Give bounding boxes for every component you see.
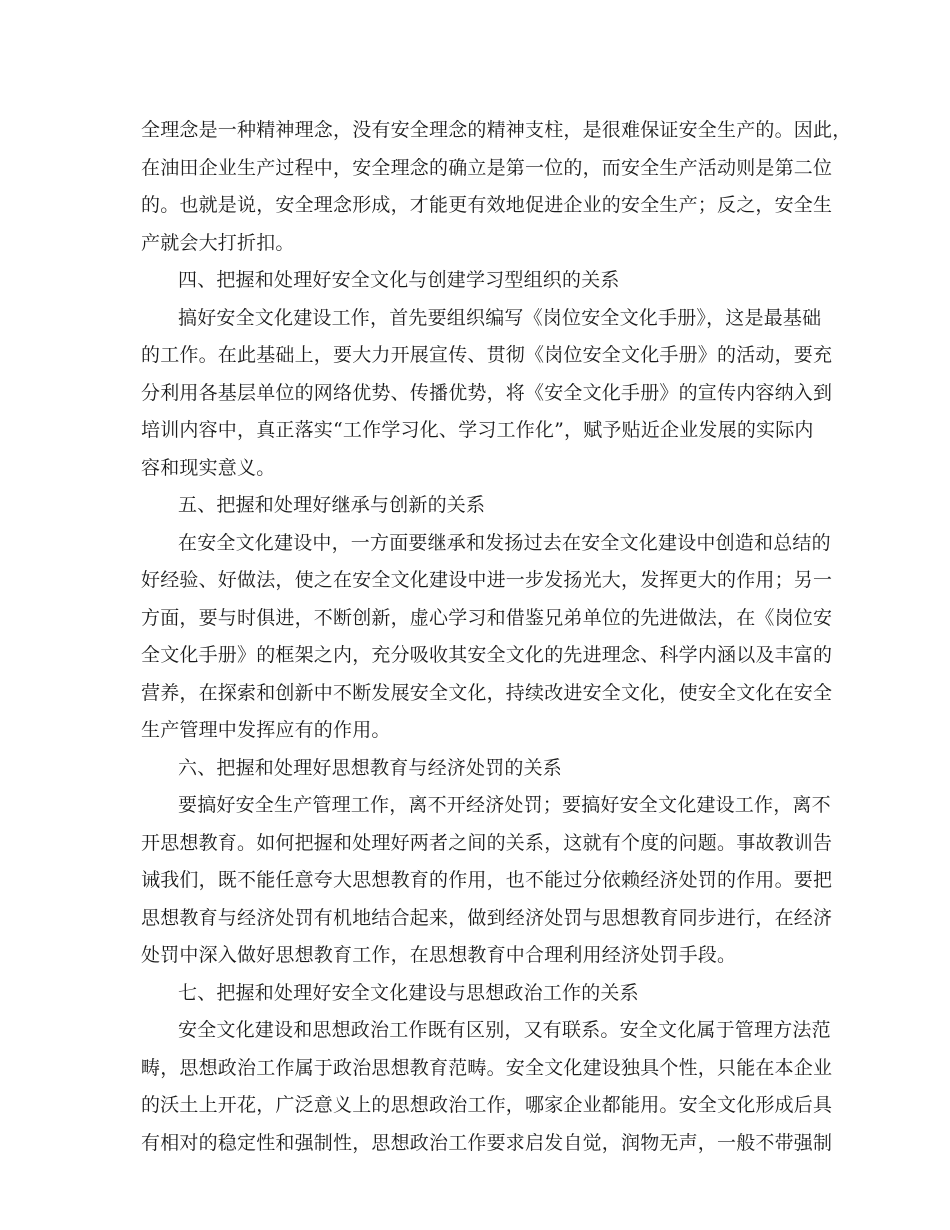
paragraph-first-line: 安全文化建设和思想政治工作既有区别，又有联系。安全文化属于管理方法范 — [178, 1019, 831, 1041]
paragraph-line: 有相对的稳定性和强制性，思想政治工作要求启发自觉，润物无声，一般不带强制 — [141, 1131, 833, 1154]
paragraph-line: 分利用各基层单位的网络优势、传播优势，将《安全文化手册》的宣传内容纳入到 — [141, 381, 833, 404]
paragraph-last-line: 产就会大打折扣。 — [141, 231, 295, 254]
section-heading: 七、把握和处理好安全文化建设与思想政治工作的关系 — [178, 981, 639, 1004]
paragraph-first-line: 要搞好安全生产管理工作，离不开经济处罚；要搞好安全文化建设工作，离不 — [178, 794, 831, 816]
document-body — [141, 112, 852, 1162]
paragraph-line: 畴，思想政治工作属于政治思想教育范畴。安全文化建设独具个性，只能在本企业 — [141, 1056, 833, 1079]
paragraph-line: 的沃土上开花，广泛意义上的思想政治工作，哪家企业都能用。安全文化形成后具 — [141, 1094, 833, 1116]
paragraph-line: 全文化手册》的框架之内，充分吸收其安全文化的先进理念、科学内涵以及丰富的 — [141, 644, 833, 666]
paragraph-line: 在油田企业生产过程中，安全理念的确立是第一位的，而安全生产活动则是第二位 — [141, 156, 833, 179]
paragraph-line: 营养，在探索和创新中不断发展安全文化，持续改进安全文化，使安全文化在安全 — [141, 681, 833, 704]
paragraph-line: 方面，要与时俱进，不断创新，虚心学习和借鉴兄弟单位的先进做法，在《岗位安 — [141, 606, 833, 629]
section-heading: 五、把握和处理好继承与创新的关系 — [178, 494, 486, 516]
section-heading: 六、把握和处理好思想教育与经济处罚的关系 — [178, 756, 563, 779]
paragraph-line: 的。也就是说，安全理念形成，才能更有效地促进企业的安全生产；反之，安全生 — [141, 194, 833, 216]
paragraph-last-line: 生产管理中发挥应有的作用。 — [141, 719, 391, 741]
paragraph-line: 的工作。在此基础上，要大力开展宣传、贯彻《岗位安全文化手册》的活动，要充 — [141, 344, 833, 366]
paragraph-first-line: 搞好安全文化建设工作，首先要组织编写《岗位安全文化手册》，这是最基础 — [178, 306, 822, 329]
paragraph-last-line: 处罚中深入做好思想教育工作，在思想教育中合理利用经济处罚手段。 — [141, 944, 737, 966]
paragraph-line: 开思想教育。如何把握和处理好两者之间的关系，这就有个度的问题。事故教训告 — [141, 831, 833, 854]
paragraph-line: 培训内容中，真正落实“工作学习化、学习工作化”，赋予贴近企业发展的实际内 — [141, 419, 814, 441]
paragraph-last-line: 容和现实意义。 — [141, 456, 276, 479]
paragraph-line: 诫我们，既不能任意夸大思想教育的作用，也不能过分依赖经济处罚的作用。要把 — [141, 869, 833, 891]
paragraph-line: 好经验、好做法，使之在安全文化建设中进一步发扬光大，发挥更大的作用；另一 — [141, 569, 833, 591]
paragraph-first-line: 在安全文化建设中，一方面要继承和发扬过去在安全文化建设中创造和总结的 — [178, 531, 831, 554]
section-heading: 四、把握和处理好安全文化与创建学习型组织的关系 — [178, 269, 620, 291]
paragraph-line: 思想教育与经济处罚有机地结合起来，做到经济处罚与思想教育同步进行，在经济 — [141, 906, 833, 929]
paragraph-line: 全理念是一种精神理念，没有安全理念的精神支柱，是很难保证安全生产的。因此， — [141, 119, 852, 141]
